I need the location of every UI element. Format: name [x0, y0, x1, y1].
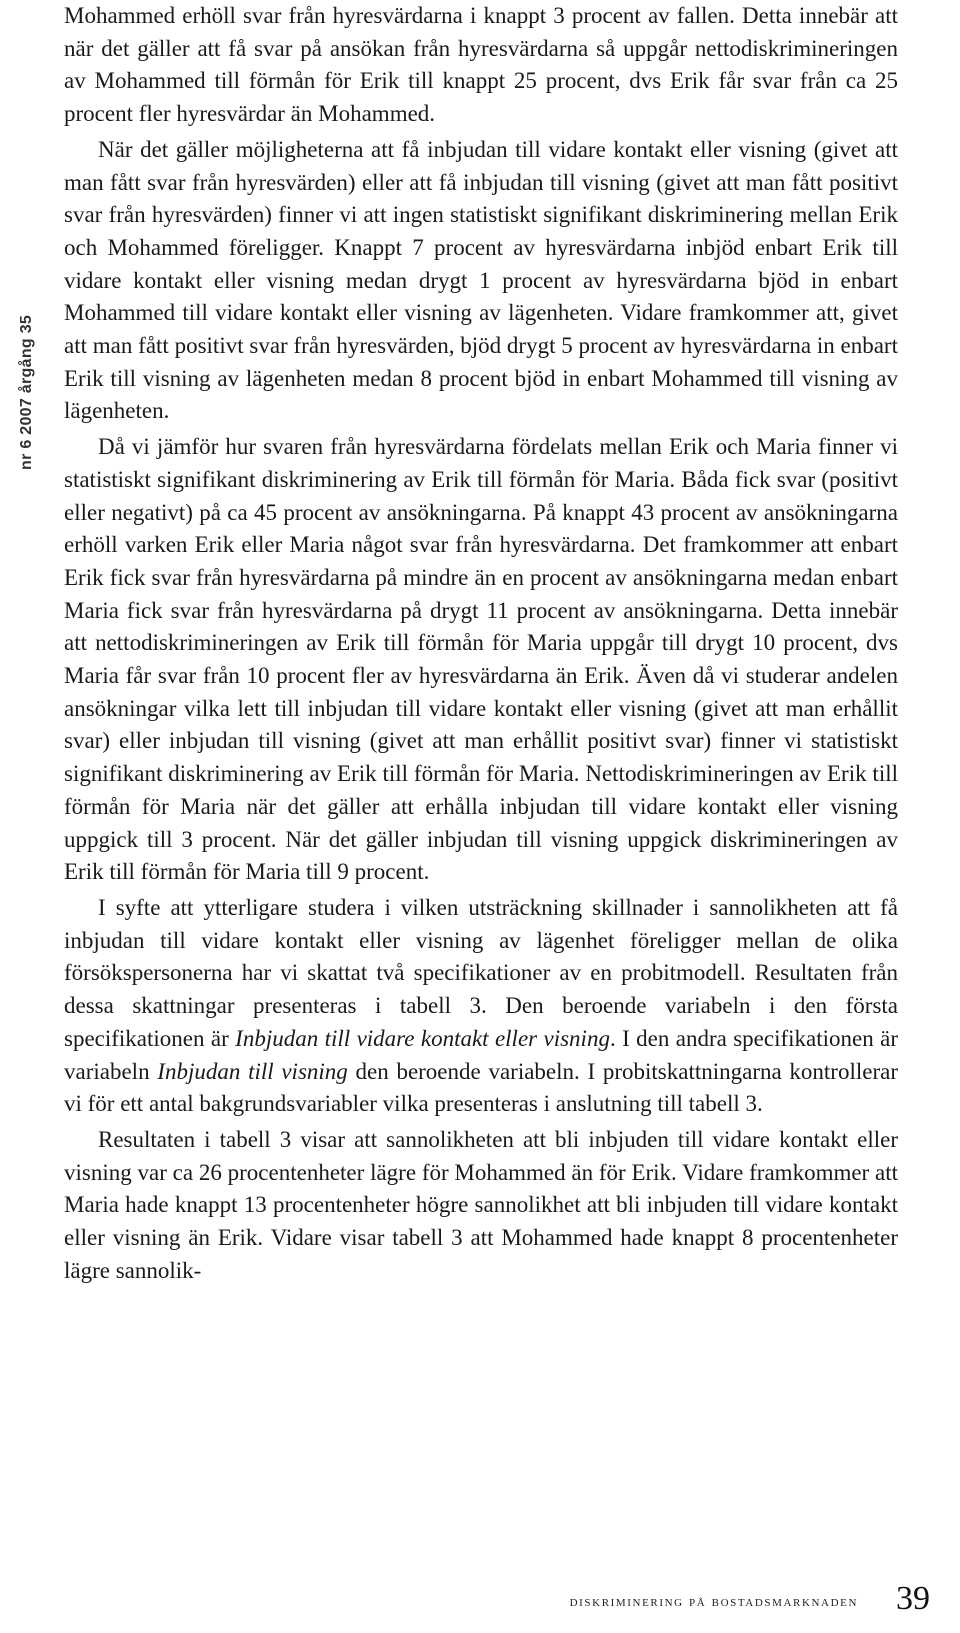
paragraph-3: Då vi jämför hur svaren från hyresvärdarna fördelats mellan Erik och Maria finner vi statistiskt signifikant diskriminering av Erik till förmån för Maria. Båda fick svar (positivt eller negativt) på ca 45 procent av ansökningarna. På knappt 43 procent av ansökningarna erhöll varken Erik eller Maria något svar från hyresvärdarna. Det framkommer att enbart Erik fick svar från hyresvärdarna på mindre än en procent av ansökningarna medan enbart Maria fick svar från hyresvärdarna på drygt 11 procent av ansökningarna. Detta innebär att nettodiskrimineringen av Erik till förmån för Maria uppgår till drygt 10 procent, dvs Maria får svar från 10 procent fler av hyresvärdarna än Erik. Även då vi studerar andelen ansökningar vilka lett till inbjudan till vidare kontakt eller visning (givet att man erhållit svar) eller inbjudan till visning (givet att man erhållit positivt svar) finner vi statistiskt signifikant diskriminering av Erik till förmån för Maria. Nettodiskrimineringen av Erik till förmån för Maria när det gäller att erhålla inbjudan till vidare kontakt eller visning uppgick till 3 procent. När det gäller inbjudan till visning uppgick diskrimineringen av Erik till förmån för Maria till 9 procent. — [64, 434, 898, 885]
running-footer: diskriminering på bostadsmarknaden — [569, 1594, 858, 1610]
page-number: 39 — [896, 1580, 930, 1617]
paragraph-5: Resultaten i tabell 3 visar att sannolikheten att bli inbjuden till vidare kontakt eller visning var ca 26 procentenheter lägre för Mohammed än för Erik. Vidare framkommer att Maria hade knappt 13 procentenheter högre sannolikhet att bli inbjuden till vidare kontakt eller visning än Erik. Vidare visar tabell 3 att Mohammed hade knappt 8 procentenheter lägre sannolik- — [64, 1126, 898, 1283]
paragraph-2: När det gäller möjligheterna att få inbjudan till vidare kontakt eller visning (givet att man fått svar från hyresvärden) eller att få inbjudan till visning (givet att man fått positivt svar från hyresvärden) finner vi att ingen statistiskt signifikant diskriminering mellan Erik och Mohammed föreligger. Knappt 7 procent av hyresvärdarna inbjöd enbart Erik till vidare kontakt eller visning medan drygt 1 procent av hyresvärdarna bjöd in enbart Mohammed till vidare kontakt eller visning av lägenheten. Vidare framkommer att, givet att man fått positivt svar från hyresvärden, bjöd drygt 5 procent av hyresvärdarna in enbart Erik till visning av lägenheten medan 8 procent bjöd in enbart Mohammed till visning av lägenheten. — [64, 136, 898, 424]
paragraph-4-text-a: I syfte att ytterligare studera i vilken utsträckning skillnader i sannolikheten att få inbjudan till vidare kontakt eller visning av lägenhet föreligger mellan de olika försökspersonerna har vi skattat två specifikationer av en probitmodell. Resultaten från dessa skattningar presenteras i tabell 3. Den beroende variabeln i den första specifikationen är — [64, 894, 898, 1051]
paragraph-4-text-c: den beroende variabeln. I probitskattningarna kontrollerar vi för ett antal bakgrundsvariabler vilka presenteras i anslutning till tabell 3. — [64, 1058, 898, 1117]
dependent-variable-1: Inbjudan till vidare kontakt eller visning — [235, 1025, 610, 1051]
paragraph-4-text-b: . I den andra specifikationen är variabeln — [64, 1025, 898, 1084]
paragraph-4 — [64, 892, 898, 1121]
journal-issue-label: nr 6 2007 årgång 35 — [18, 314, 35, 470]
body-text — [64, 0, 898, 1287]
dependent-variable-2: Inbjudan till visning — [157, 1058, 348, 1084]
paragraph-1: Mohammed erhöll svar från hyresvärdarna i knappt 3 procent av fallen. Detta innebär att när det gäller att få svar på ansökan från hyresvärdarna så uppgår nettodiskrimineringen av Mohammed till förmån för Erik till knappt 25 procent, dvs Erik får svar från ca 25 procent fler hyresvärdar än Mohammed. — [64, 3, 898, 127]
